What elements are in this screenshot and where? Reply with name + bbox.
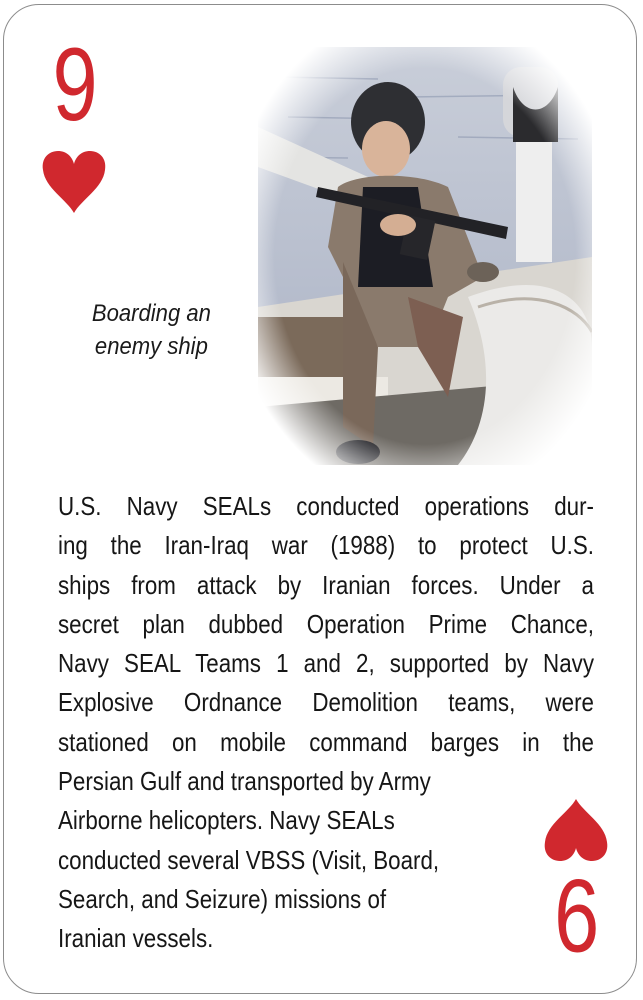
description-line: Airborne helicopters. Navy SEALs <box>58 805 395 836</box>
rank-bottom: 9 <box>554 857 600 973</box>
description-line: U.S. Navy SEALs conducted operations dur- <box>58 491 594 521</box>
heart-icon <box>41 150 107 214</box>
playing-card <box>3 4 637 994</box>
heart-icon <box>543 798 609 862</box>
caption-line: Boarding an <box>91 300 211 327</box>
caption-line: enemy ship <box>94 333 208 360</box>
seal-illustration <box>258 47 592 465</box>
description-line: conducted several VBSS (Visit, Board, <box>58 844 440 875</box>
card-description <box>58 487 594 959</box>
illustration-caption <box>64 297 239 363</box>
description-line: Navy SEAL Teams 1 and 2, supported by Navy <box>58 648 594 679</box>
description-line: Iranian vessels. <box>58 923 214 954</box>
description-line: Search, and Seizure) missions of <box>58 883 387 914</box>
rank-top: 9 <box>52 27 98 143</box>
description-line: Explosive Ordnance Demolition teams, were <box>58 687 594 718</box>
description-line: Persian Gulf and transported by Army <box>58 766 431 797</box>
description-line: ships from attack by Iranian forces. Under a <box>58 569 594 600</box>
description-line: ing the Iran-Iraq war (1988) to protect U.S. <box>58 530 594 561</box>
description-line: secret plan dubbed Operation Prime Chance, <box>58 608 594 639</box>
description-line: stationed on mobile command barges in the <box>58 726 594 757</box>
